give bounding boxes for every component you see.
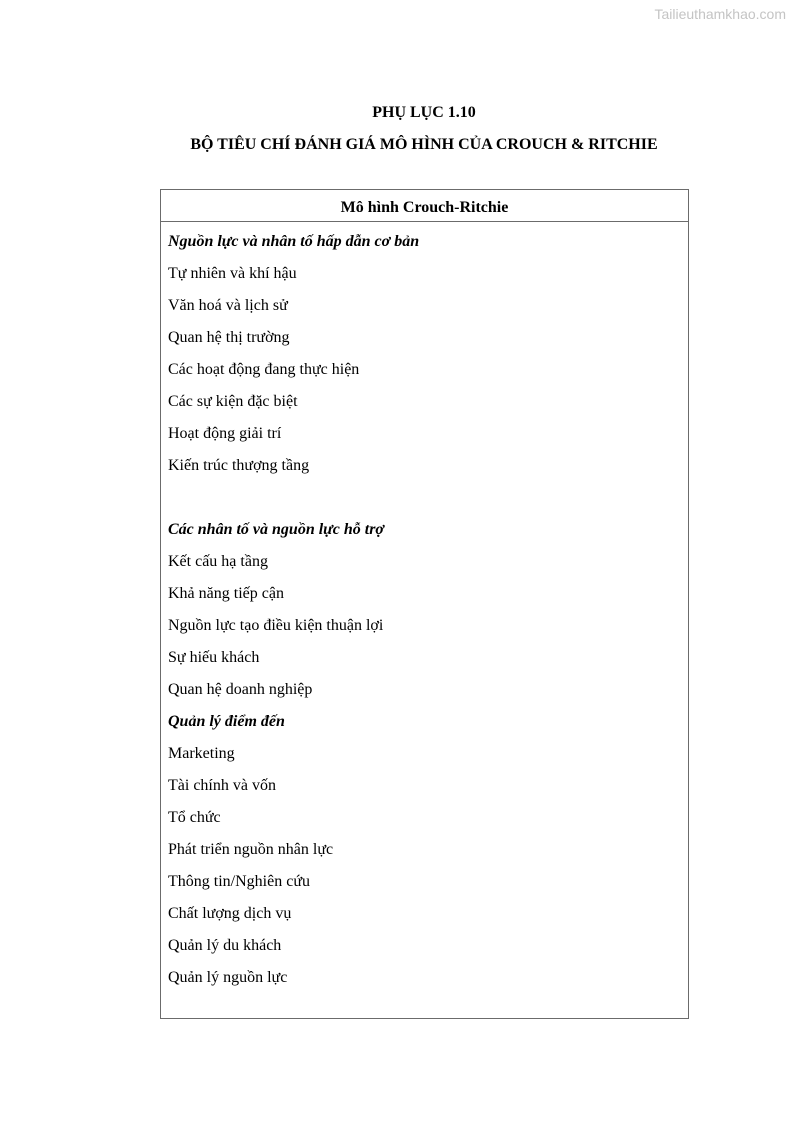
table-row: Quản lý du khách <box>168 937 282 954</box>
page-title: PHỤ LỤC 1.10 <box>372 104 476 121</box>
table-row: Marketing <box>168 745 235 762</box>
table-row: Văn hoá và lịch sử <box>168 297 288 314</box>
table-row: Quan hệ thị trường <box>168 329 290 346</box>
table-row: Kết cấu hạ tầng <box>168 553 268 570</box>
table-row: Kiến trúc thượng tầng <box>168 457 310 474</box>
table-row: Các hoạt động đang thực hiện <box>168 361 360 378</box>
table-row: Chất lượng dịch vụ <box>168 905 292 922</box>
page-subtitle: BỘ TIÊU CHÍ ĐÁNH GIÁ MÔ HÌNH CỦA CROUCH & RITCHIE <box>190 136 658 153</box>
table-row: Khả năng tiếp cận <box>168 585 284 602</box>
section-heading: Quản lý điểm đến <box>168 713 285 730</box>
table-row: Phát triển nguồn nhân lực <box>168 841 334 858</box>
section-heading: Nguồn lực và nhân tố hấp dẫn cơ bản <box>168 233 420 250</box>
table-row: Tài chính và vốn <box>168 777 276 794</box>
table-row: Thông tin/Nghiên cứu <box>168 873 310 890</box>
table-row: Tự nhiên và khí hậu <box>168 265 297 282</box>
table-row <box>168 482 688 514</box>
criteria-table <box>160 189 689 1019</box>
table-row: Hoạt động giải trí <box>168 425 282 442</box>
table-row: Quan hệ doanh nghiệp <box>168 681 313 698</box>
table-header: Mô hình Crouch-Ritchie <box>161 190 688 222</box>
table-row: Tổ chức <box>168 809 221 826</box>
table-body <box>161 222 688 994</box>
watermark: Tailieuthamkhao.com <box>654 6 786 22</box>
section-heading: Các nhân tố và nguồn lực hỗ trợ <box>168 521 384 538</box>
table-row: Sự hiếu khách <box>168 649 260 666</box>
table-row: Các sự kiện đặc biệt <box>168 393 298 410</box>
table-row: Quản lý nguồn lực <box>168 969 288 986</box>
table-row: Nguồn lực tạo điều kiện thuận lợi <box>168 617 384 634</box>
